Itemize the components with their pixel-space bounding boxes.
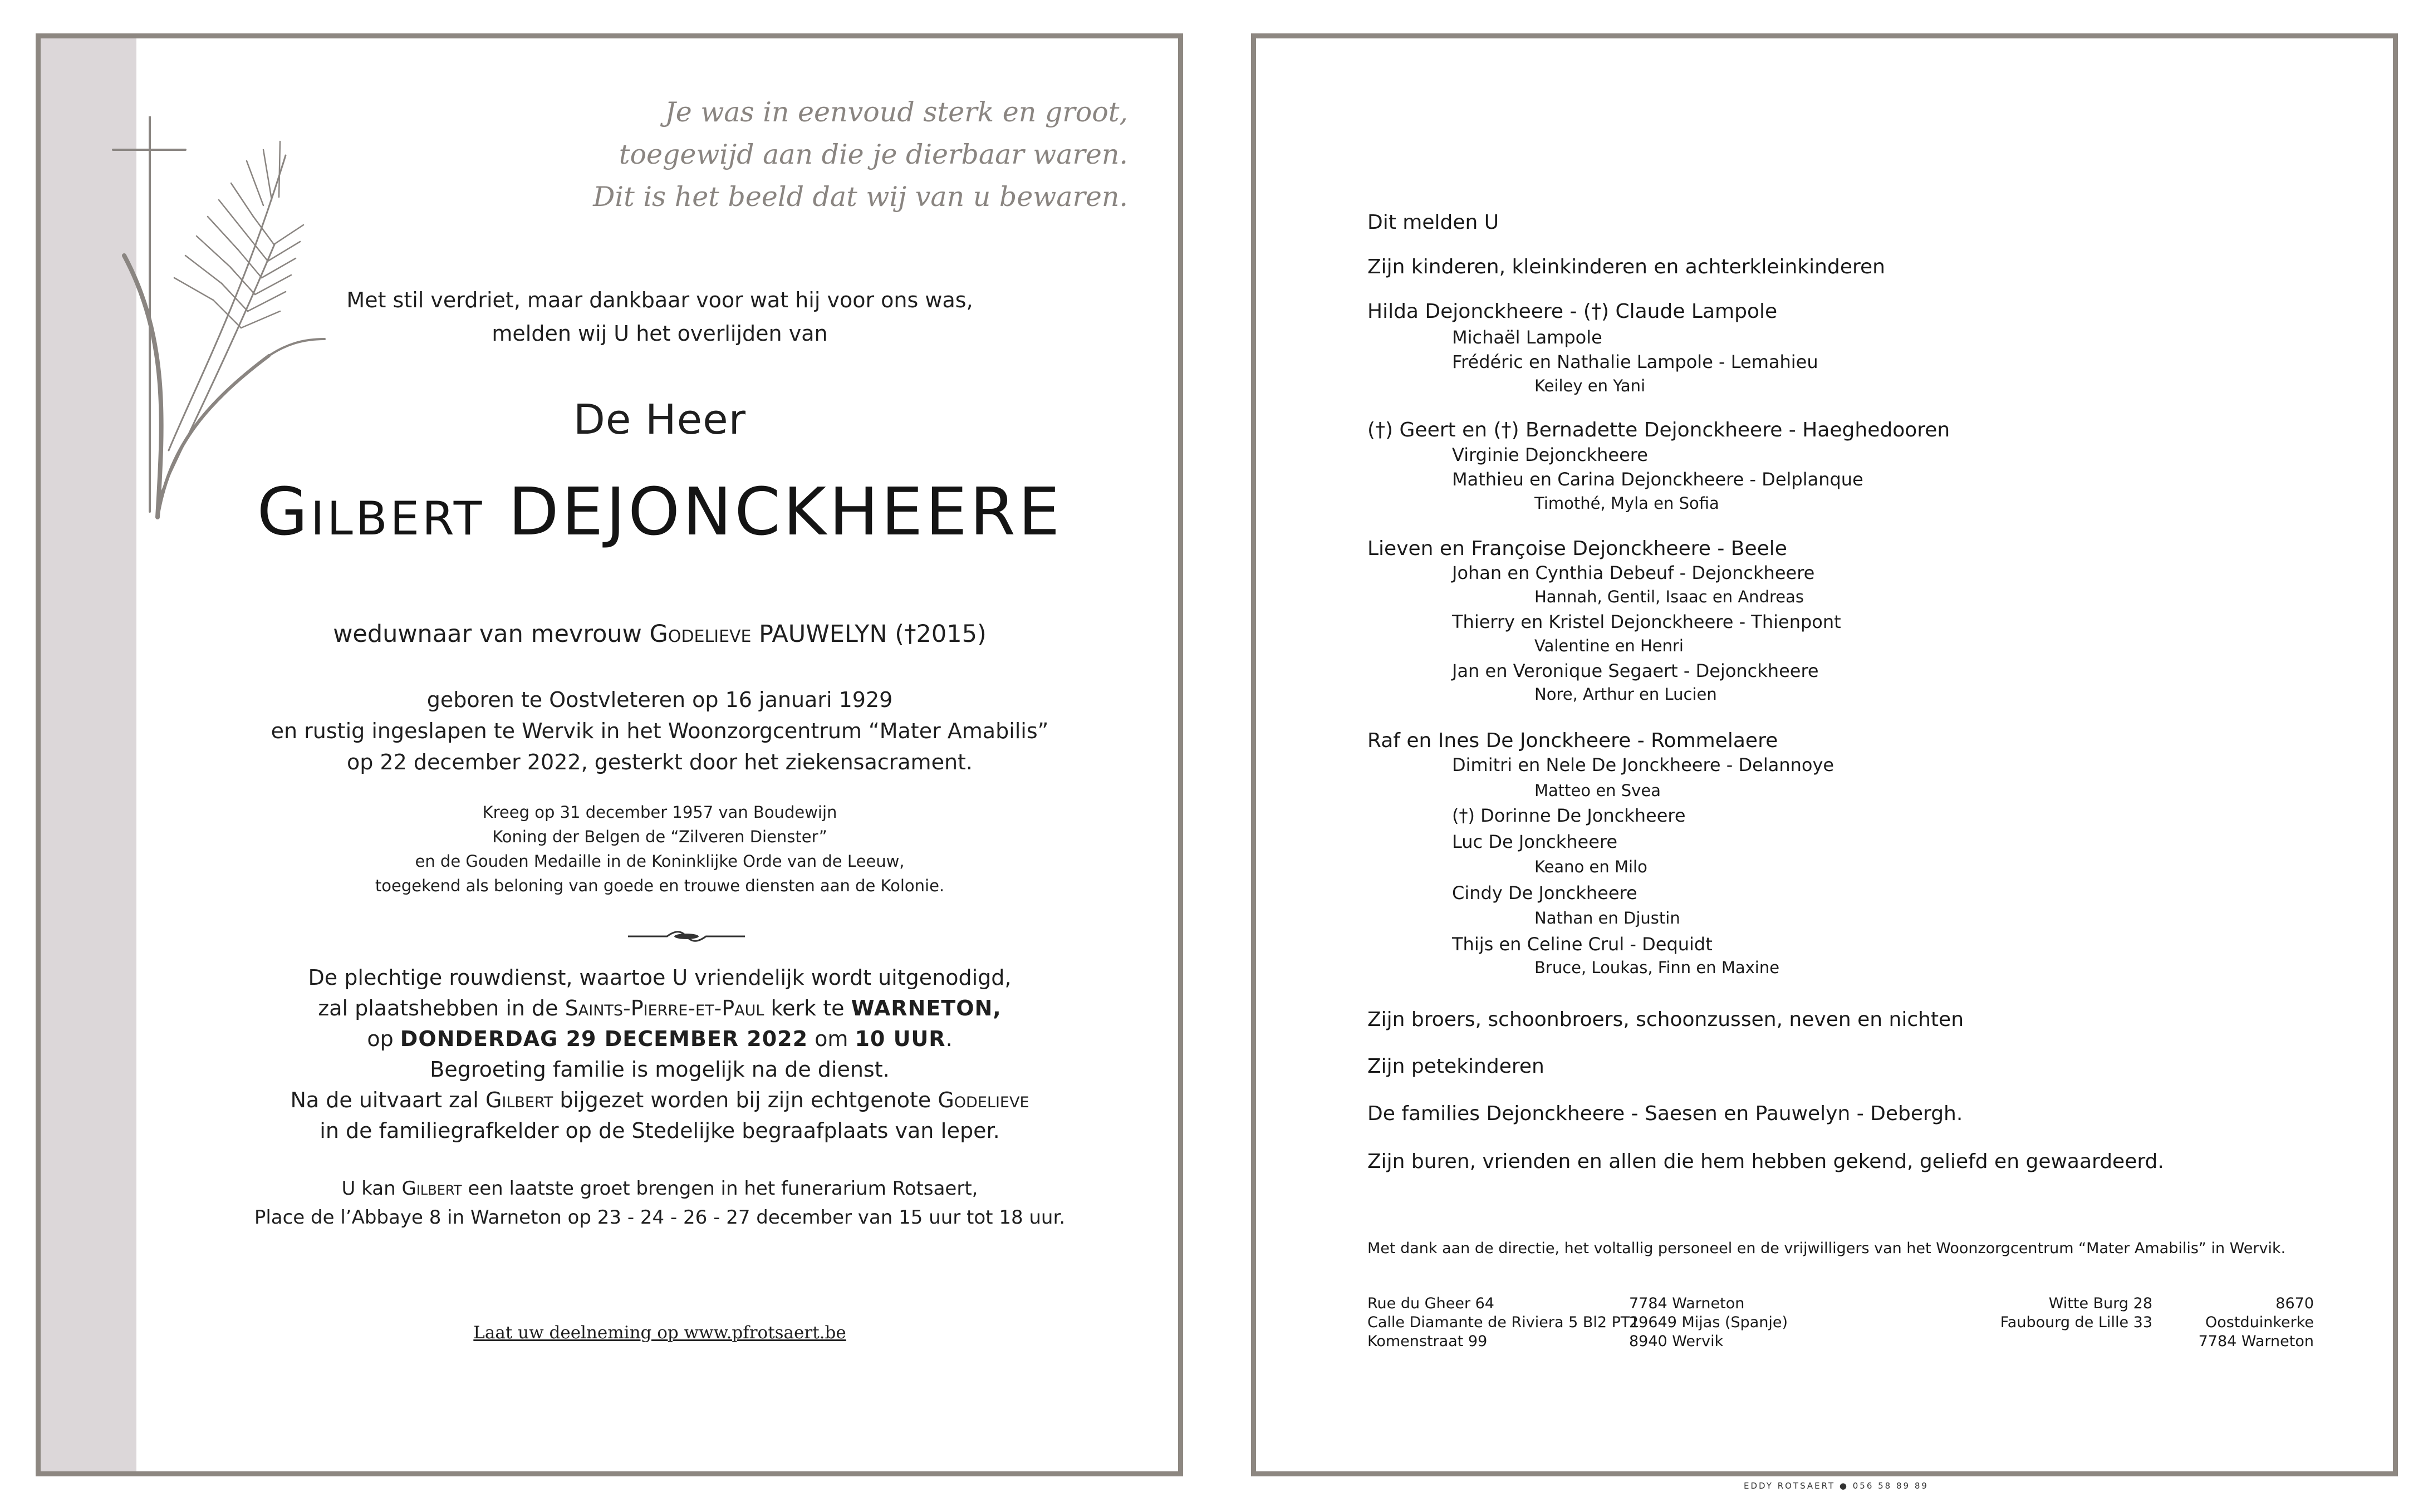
divider-ornament-icon [628, 929, 745, 944]
family-row: Zijn broers, schoonbroers, schoonzussen, neven en nichten [1367, 1008, 1964, 1031]
family-row: De families Dejonckheere - Saesen en Pauwelyn - Debergh. [1367, 1102, 1963, 1125]
farewell-line [136, 1174, 1183, 1203]
funeral-line: in de familiegrafkelder op de Stedelijke begraafplaats van Ieper. [320, 1118, 1000, 1143]
funeral-town: WARNETON, [851, 996, 1002, 1020]
funeral-line: De plechtige rouwdienst, waartoe U vriendelijk wordt uitgenodigd, [308, 965, 1012, 990]
funeral-text: . [945, 1027, 953, 1051]
farewell-text-part: een laatste groet brengen in het funerarium Rotsaert, [468, 1177, 978, 1200]
birth-death-line: geboren te Oostvleteren op 16 januari 1929 [426, 688, 893, 712]
thanks-note: Met dank aan de directie, het voltallig personeel en de vrijwilligers van het Woonzorgcentrum “Mater Amabilis” in Wervik. [1367, 1240, 2286, 1257]
family-row: Dimitri en Nele De Jonckheere - Delannoye [1452, 754, 1834, 775]
condolence-link[interactable]: Laat uw deelneming op www.pfrotsaert.be [473, 1323, 846, 1343]
left-card [36, 33, 1183, 1476]
family-row: Zijn kinderen, kleinkinderen en achterkleinkinderen [1367, 256, 1885, 278]
intro-line: melden wij U het overlijden van [492, 321, 828, 346]
honors-line: Kreeg op 31 december 1957 van Boudewijn [482, 803, 837, 822]
right-card [1251, 33, 2398, 1476]
spouse-first-name: Godelieve [938, 1088, 1029, 1112]
funeral-service-text [136, 963, 1183, 1146]
funeral-date: DONDERDAG 29 DECEMBER 2022 [400, 1027, 808, 1051]
honors-line: en de Gouden Medaille in de Koninklijke Orde van de Leeuw, [415, 852, 905, 871]
family-row: Timothé, Myla en Sofia [1534, 494, 1719, 513]
deceased-first-name: Gilbert [401, 1177, 462, 1200]
family-row: Raf en Ines De Jonckheere - Rommelaere [1367, 729, 1778, 752]
printer-mark: EDDY ROTSAERT ● 056 58 89 89 [1744, 1481, 1929, 1491]
funeral-text: om [815, 1027, 848, 1051]
family-row: Johan en Cynthia Debeuf - Dejonckheere [1452, 562, 1815, 583]
birth-death-line: op 22 december 2022, gesterkt door het ziekensacrament. [346, 750, 973, 774]
family-row: Keano en Milo [1534, 857, 1647, 876]
funeral-text: op [367, 1027, 394, 1051]
honorific: De Heer [573, 396, 747, 444]
family-row: Bruce, Loukas, Finn en Maxine [1534, 958, 1780, 977]
family-row: Virginie Dejonckheere [1452, 444, 1648, 465]
farewell-text [136, 1174, 1183, 1232]
family-row: (†) Dorinne De Jonckheere [1452, 805, 1686, 826]
first-name: Gilbert [257, 473, 485, 550]
funeral-line [136, 1085, 1183, 1116]
poem-line: toegewijd aan die je dierbaar waren. [619, 139, 1128, 170]
family-row: Zijn petekinderen [1367, 1055, 1544, 1078]
last-name: DEJONCKHEERE [508, 473, 1063, 550]
spouse-last-name: PAUWELYN [759, 620, 887, 648]
honors-line: toegekend als beloning van goede en trouwe diensten aan de Kolonie. [375, 876, 945, 895]
church-name: Saints-Pierre-et-Paul [565, 996, 764, 1020]
honors-text [136, 800, 1183, 898]
funeral-text: zal plaatshebben in de [318, 996, 558, 1020]
address-cities: 7784 Warneton 29649 Mijas (Spanje) 8940 Wervik [1629, 1295, 1788, 1350]
family-row: Nore, Arthur en Lucien [1534, 685, 1717, 704]
funeral-line [136, 993, 1183, 1024]
family-row: Thijs en Celine Crul - Dequidt [1452, 934, 1713, 955]
family-row: Hilda Dejonckheere - (†) Claude Lampole [1367, 300, 1778, 323]
birth-death-text [136, 684, 1183, 778]
address-streets-2: Witte Burg 28 Faubourg de Lille 33 [2000, 1295, 2152, 1331]
poem-line: Je was in eenvoud sterk en groot, [665, 96, 1128, 128]
family-row: Mathieu en Carina Dejonckheere - Delplanque [1452, 469, 1863, 490]
widower-line [136, 617, 1183, 651]
family-row: Lieven en Françoise Dejonckheere - Beele [1367, 537, 1787, 560]
family-row: Dit melden U [1367, 211, 1499, 234]
birth-death-line: en rustig ingeslapen te Wervik in het Woonzorgcentrum “Mater Amabilis” [271, 719, 1049, 743]
family-row: Jan en Veronique Segaert - Dejonckheere [1452, 660, 1819, 681]
condolence-link-row [136, 1319, 1183, 1347]
poem [593, 91, 1128, 218]
spouse-first-name: Godelieve [649, 620, 752, 648]
intro-line: Met stil verdriet, maar dankbaar voor wat hij voor ons was, [346, 288, 973, 312]
poem-line: Dit is het beeld dat wij van u bewaren. [593, 181, 1128, 213]
family-row: Thierry en Kristel Dejonckheere - Thienpont [1452, 611, 1841, 632]
funeral-line: Begroeting familie is mogelijk na de dienst. [430, 1057, 890, 1082]
family-row: Luc De Jonckheere [1452, 831, 1618, 852]
family-row: Michaël Lampole [1452, 327, 1602, 348]
family-row: Cindy De Jonckheere [1452, 882, 1637, 904]
family-row: Hannah, Gentil, Isaac en Andreas [1534, 587, 1804, 606]
address-streets: Rue du Gheer 64 Calle Diamante de Riviera 5 Bl2 PT1 Komenstraat 99 [1367, 1295, 1640, 1350]
family-row: Frédéric en Nathalie Lampole - Lemahieu [1452, 351, 1818, 372]
deceased-name [136, 473, 1183, 551]
honors-line: Koning der Belgen de “Zilveren Dienster” [492, 827, 827, 846]
address-cities-2: 8670 Oostduinkerke 7784 Warneton [2198, 1295, 2314, 1350]
intro-text [136, 283, 1183, 350]
family-row: Matteo en Svea [1534, 781, 1661, 800]
family-row: (†) Geert en (†) Bernadette Dejonckheere - Haeghedooren [1367, 419, 1950, 441]
widower-prefix: weduwnaar van mevrouw [333, 620, 642, 648]
funeral-line [136, 1024, 1183, 1054]
family-row: Nathan en Djustin [1534, 909, 1680, 927]
farewell-text-part: U kan [341, 1177, 396, 1200]
funeral-text: kerk te [771, 996, 845, 1020]
funeral-text: bijgezet worden bij zijn echtgenote [560, 1088, 931, 1112]
funeral-time: 10 UUR [855, 1027, 946, 1051]
deceased-first-name: Gilbert [485, 1088, 553, 1112]
funeral-text: Na de uitvaart zal [290, 1088, 479, 1112]
family-row: Zijn buren, vrienden en allen die hem hebben gekend, geliefd en gewaardeerd. [1367, 1150, 2164, 1173]
spouse-death-year: (†2015) [895, 620, 987, 648]
family-row: Keiley en Yani [1534, 376, 1646, 395]
farewell-line: Place de l’Abbaye 8 in Warneton op 23 - 24 - 26 - 27 december van 15 uur tot 18 uur. [254, 1206, 1066, 1229]
family-row: Valentine en Henri [1534, 636, 1684, 655]
